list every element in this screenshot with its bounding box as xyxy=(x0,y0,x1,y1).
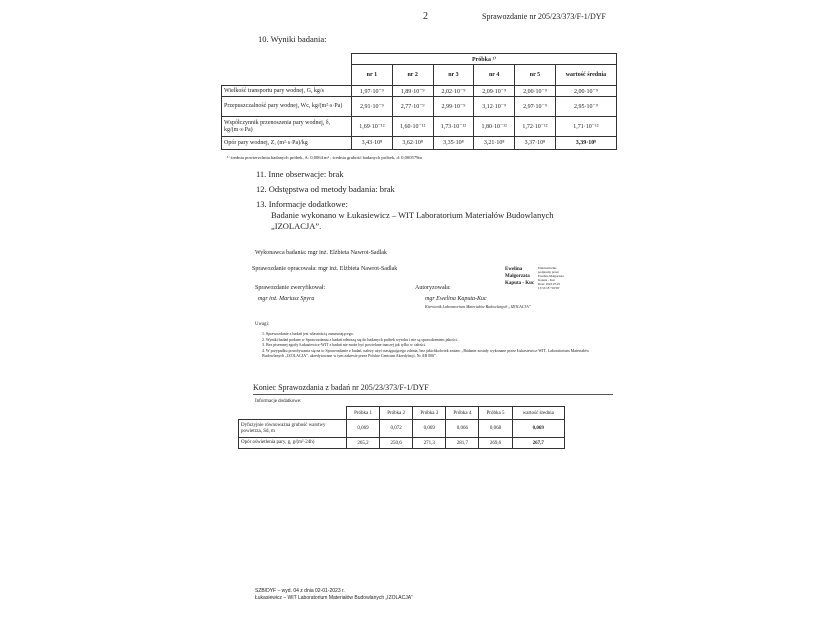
column-header: Próbka 1 xyxy=(347,407,380,420)
notes-list xyxy=(262,331,602,359)
cell-value: 3,39·10⁸ xyxy=(555,137,616,150)
cell-value: 1,60·10⁻¹² xyxy=(392,117,433,137)
column-header: nr 4 xyxy=(474,65,515,86)
verified-by-name: mgr inż. Mariusz Spyra xyxy=(258,296,315,302)
cell-value: 1,73·10⁻¹² xyxy=(433,117,474,137)
cell-value: 3,12·10⁻⁹ xyxy=(474,97,515,117)
note-item: 2. Wyniki badań podane w Sprawozdaniu z badań odnoszą się do badanych próbek wyrobu i nie są sprawdzeniem jakości. xyxy=(262,336,458,342)
cell-value: 0,069 xyxy=(347,420,380,438)
cell-value: 0,072 xyxy=(380,420,413,438)
authorized-by-label: Autoryzowała: xyxy=(415,285,451,291)
table-row xyxy=(222,97,617,117)
column-header: wartość średnia xyxy=(555,65,616,86)
cell-value: 0,069 xyxy=(512,420,564,438)
notes-title: Uwagi: xyxy=(255,322,270,327)
table-row xyxy=(222,137,617,150)
note-item: 1. Sprawozdanie z badań jest własnością zamawiającego. xyxy=(262,331,354,336)
cell-value: 1,72·10⁻¹² xyxy=(515,117,556,137)
cell-value: 1,89·10⁻⁹ xyxy=(392,86,433,97)
table-footnote: ¹⁾ średnia powierzchnia badanych próbek, A: 0,0064 m² ; średnia grubość badanych próbek, d: 0,000579m xyxy=(227,155,422,160)
row-label: Wielkość transportu pary wodnej, G, kg/s xyxy=(222,86,352,97)
section-12: 12. Odstępstwa od metody badania: brak xyxy=(256,184,395,194)
cell-value: 3,43·10⁸ xyxy=(352,137,393,150)
column-header: Próbka 5 xyxy=(479,407,512,420)
section-11: 11. Inne obserwacje: brak xyxy=(256,169,344,179)
electronic-signature-stamp xyxy=(505,266,600,296)
cell-value: 1,71·10⁻¹² xyxy=(555,117,616,137)
cell-value: 2,95·10⁻⁹ xyxy=(555,97,616,117)
divider xyxy=(253,394,613,395)
stamp-name: Ewelina Małgorzata Kaputa - Kuc xyxy=(505,267,535,286)
cell-value: 1,80·10⁻¹² xyxy=(474,117,515,137)
extra-info-table xyxy=(238,406,565,449)
section-13-line: Badanie wykonano w Łukasiewicz – WIT Laboratorium Materiałów Budowlanych xyxy=(271,210,554,220)
column-header: nr 5 xyxy=(515,65,556,86)
cell-value: 3,37·10⁸ xyxy=(515,137,556,150)
report-end-line: Koniec Sprawozdania z badań nr 205/23/373/F-1/DYF xyxy=(253,383,429,392)
footer-line: SZB/DYF – wyd. 04 z dnia 02-01-2023 r. xyxy=(255,588,345,594)
extra-info-title: Informacje dodatkowe: xyxy=(255,399,302,404)
note-item: 4. W przypadku powoływania się na to Sprawozdanie z badań, należy użyć następującego zdania, bez jakichkolwiek zmian: „Badanie zostały wykonane przez Łukasiewicz-WIT, Laboratorium Materiałów Budowlanych „IZOLACJA”, akredytowane w tym zakresie przez Polskie Centrum Akredytacji, Nr AB 006”. xyxy=(262,347,590,359)
note-item: 3. Bez pisemnej zgody Łukasiewicz-WIT z badań nie może być powielane inaczej jak tylko w całości. xyxy=(262,342,426,348)
authorized-by-role: Kierownik Laboratorium Materiałów Budowlanych „IZOLACJA” xyxy=(425,304,531,309)
section-10-title: 10. Wyniki badania: xyxy=(258,34,327,44)
table-row xyxy=(239,438,565,449)
column-header: nr 3 xyxy=(433,65,474,86)
row-label: Przepuszczalność pary wodnej, Wc, kg/(m²·s·Pa) xyxy=(222,97,352,117)
prepared-by-line: Sprawozdanie opracowała: mgr inż. Elżbieta Nawrot-Sadlak xyxy=(252,266,398,272)
stamp-details: Elektronicznie podpisany przez Ewelina Małgorzata Kaputa - Kuc Data: 2023.07.25 13:53:18 +02'00' xyxy=(538,266,564,290)
authorized-by-name: mgr Ewelina Kaputa-Kuc xyxy=(425,296,487,302)
cell-value: 2,77·10⁻⁹ xyxy=(392,97,433,117)
column-header: Próbka 2 xyxy=(380,407,413,420)
cell-value: 1,97·10⁻⁹ xyxy=(352,86,393,97)
cell-value: 2,00·10⁻⁹ xyxy=(555,86,616,97)
cell-value: 269,6 xyxy=(479,438,512,449)
row-label: Dyfuzyjnie równoważna grubość warstwy powietrza, Sd, m xyxy=(239,420,347,438)
cell-value: 2,97·10⁻⁹ xyxy=(515,97,556,117)
cell-value: 265,2 xyxy=(347,438,380,449)
cell-value: 3,21·10⁸ xyxy=(474,137,515,150)
cell-value: 0,066 xyxy=(446,420,479,438)
table-row xyxy=(222,117,617,137)
column-header: nr 2 xyxy=(392,65,433,86)
row-label: Współczynnik przenoszenia pary wodnej, δ, kg/(m·s·Pa) xyxy=(222,117,352,137)
cell-value: 281,7 xyxy=(446,438,479,449)
cell-value: 0,068 xyxy=(479,420,512,438)
cell-value: 3,62·10⁸ xyxy=(392,137,433,150)
cell-value: 2,00·10⁻⁹ xyxy=(515,86,556,97)
report-reference: Sprawozdanie nr 205/23/373/F-1/DYF xyxy=(482,12,606,21)
section-13-title: 13. Informacje dodatkowe: xyxy=(256,199,348,209)
cell-value: 2,91·10⁻⁹ xyxy=(352,97,393,117)
cell-value: 250,6 xyxy=(380,438,413,449)
column-header: wartość średnia xyxy=(512,407,564,420)
column-header: nr 1 xyxy=(352,65,393,86)
cell-value: 0,069 xyxy=(413,420,446,438)
cell-value: 1,69·10⁻¹² xyxy=(352,117,393,137)
table-row xyxy=(239,420,565,438)
cell-value: 2,02·10⁻⁹ xyxy=(433,86,474,97)
cell-value: 267,7 xyxy=(512,438,564,449)
cell-value: 3,35·10⁸ xyxy=(433,137,474,150)
verified-by-label: Sprawozdanie zweryfikował: xyxy=(255,285,326,291)
results-table xyxy=(221,53,617,150)
footer-line: Łukasiewicz – WIT Laboratorium Materiałów Budowlanych „IZOLACJA” xyxy=(255,595,413,601)
column-header: Próbka 3 xyxy=(413,407,446,420)
row-label: Opór oświetlenia pary, g, g/(m²·24h) xyxy=(239,438,347,449)
section-13-line: „IZOLACJA”. xyxy=(271,221,322,231)
cell-value: 2,09·10⁻⁹ xyxy=(474,86,515,97)
cell-value: 2,99·10⁻⁹ xyxy=(433,97,474,117)
page-number: 2 xyxy=(423,11,428,22)
table-row xyxy=(222,86,617,97)
column-header: Próbka 4 xyxy=(446,407,479,420)
cell-value: 271,3 xyxy=(413,438,446,449)
sample-group-header: Próbka ¹⁾ xyxy=(352,54,617,65)
performer-line: Wykonawca badania: mgr inż. Elżbieta Nawrot-Sadlak xyxy=(255,250,387,256)
row-label: Opór pary wodnej, Z, (m²·s·Pa)/kg xyxy=(222,137,352,150)
